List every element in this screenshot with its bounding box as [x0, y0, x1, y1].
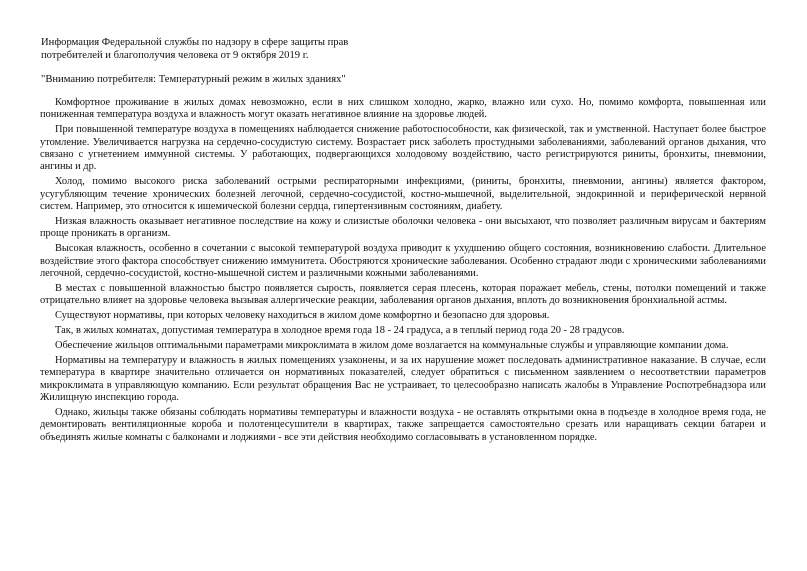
document-subtitle: "Вниманию потребителя: Температурный режим в жилых зданиях" [41, 74, 346, 85]
paragraph-2: При повышенной температуре воздуха в помещениях наблюдается снижение работоспособности, как физической, так и умственной. Наступает более быстрое утомление. Увеличивается нагрузка на сердечно-сосудистую систему. Возрастает риск заболеть простудными заболеваниями, заболеваний органов дыхания, что связано с угнетением иммунной системы. У работающих, подвергающихся холодовому воздействию, часто регистрируются риниты, бронхиты, пневмонии, ангины и др. [40, 124, 766, 173]
paragraph-3: Холод, помимо высокого риска заболеваний острыми респираторными инфекциями, (риниты, бронхиты, пневмонии, ангины) является фактором, усугубляющим течение хронических болезней легочной, сердечно-сосудистой, костно-мышечной, выделительной, эндокринной и периферической нервной систем. Например, это относится к ишемической болезни сердца, гипертензивным состояниям, диабету. [40, 176, 766, 212]
paragraph-7: Существуют нормативы, при которых человеку находиться в жилом доме комфортно и безопасно для здоровья. [55, 310, 550, 322]
paragraph-9: Обеспечение жильцов оптимальными параметрами микроклимата в жилом доме возлагается на коммунальные службы и управляющие компании дома. [55, 339, 729, 351]
paragraph-5: Высокая влажность, особенно в сочетании с высокой температурой воздуха приводит к ухудшению общего состояния, возникновению слабости. Длительное воздействие этого фактора способствует снижению иммунитета. Обостряются хронические заболевания. Особенно страдают люди с хроническими заболеваниями легочной, сердечно-сосудистой, костно-мышечной систем и различными кожными заболеваниями. [40, 243, 766, 279]
paragraph-11: Однако, жильцы также обязаны соблюдать нормативы температуры и влажности воздуха - не оставлять открытыми окна в подъезде в холодное время года, не демонтировать вентиляционные короба и полотенцесушители в квартирах, также запрещается самостоятельно срезать или наращивать секции батареи и объединять жилые комнаты с балконами и лоджиями - все эти действия необходимо согласовывать в установленном порядке. [40, 406, 766, 443]
paragraph-6: В местах с повышенной влажностью быстро появляется сырость, появляется серая плесень, которая поражает мебель, стены, потолки помещений и также отрицательно влияет на здоровье человека вызывая аллергические реакции, заболевания органов дыхания, вплоть до возникновения бронхиальной астмы. [40, 282, 766, 307]
paragraph-1: Комфортное проживание в жилых домах невозможно, если в них слишком холодно, жарко, влажно или сухо. Но, помимо комфорта, повышенная или пониженная температура воздуха и влажность могут оказать негативное влияние на здоровье людей. [40, 97, 766, 121]
paragraph-8: Так, в жилых комнатах, допустимая температура в холодное время года 18 - 24 градуса, а в теплый период года 20 - 28 градусов. [55, 325, 625, 336]
paragraph-4: Низкая влажность оказывает негативное последствие на кожу и слизистые оболочки человека - они высыхают, что позволяет различным вирусам и бактериям проще проникать в организм. [40, 215, 766, 240]
paragraph-10: Нормативы на температуру и влажность в жилых помещениях узаконены, и за их нарушение может последовать административное наказание. В случае, если температура в квартире значительно отличается он нормативных показателей, следует обратиться с письменном заявлением о несоответствии параметров микроклимата в управляющую компанию. Если результат обращения Вас не устраивает, то целесообразно написать жалобы в Управление Роспотребнадзора или Жилищную инспекцию города. [40, 354, 766, 403]
header-line-1: Информация Федеральной службы по надзору в сфере защиты прав [41, 37, 349, 48]
document-header [40, 36, 766, 62]
document-body [40, 97, 766, 444]
header-line-2: потребителей и благополучия человека от 9 октября 2019 г. [41, 50, 309, 61]
